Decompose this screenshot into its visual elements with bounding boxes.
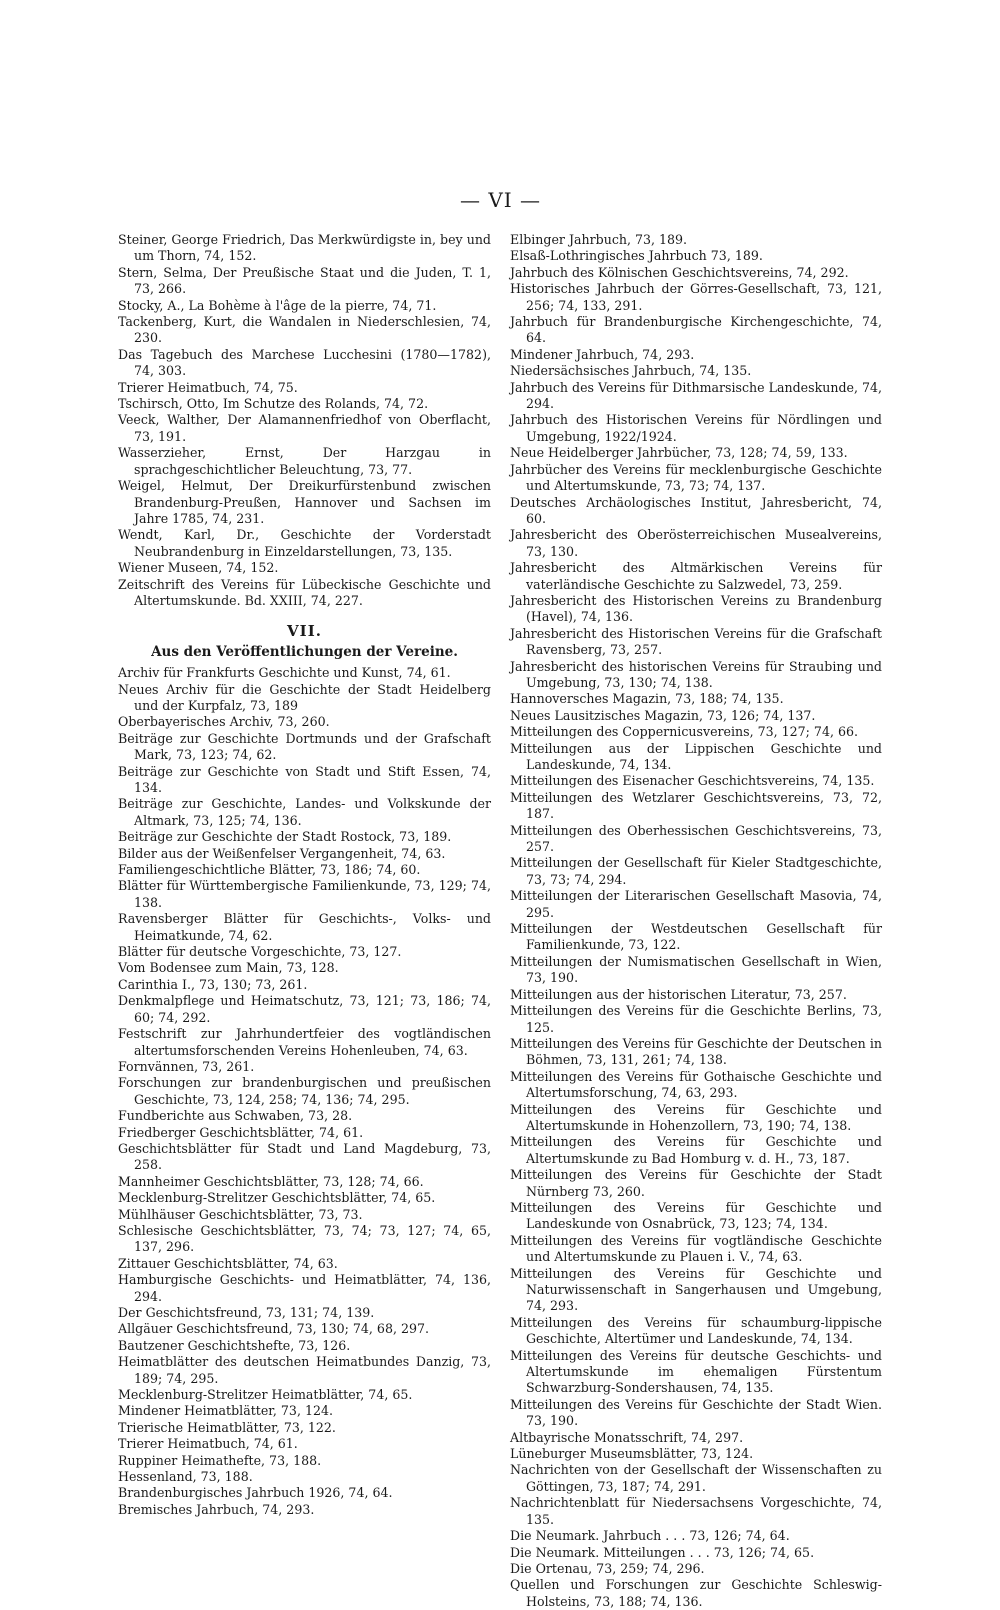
left-column [118, 232, 491, 1518]
index-entry: Beiträge zur Geschichte von Stadt und Stift Essen, 74, 134. [118, 763, 491, 795]
left-entries-section [118, 665, 491, 1518]
index-entry: Mitteilungen des Vereins für Geschichte der Stadt Nürnberg 73, 260. [510, 1167, 882, 1199]
index-entry: Steiner, George Friedrich, Das Merkwürdigste in, bey und um Thorn, 74, 152. [118, 232, 491, 264]
index-entry: Beiträge zur Geschichte der Stadt Rostock, 73, 189. [118, 829, 452, 845]
index-entry: Geschichtsblätter für Stadt und Land Magdeburg, 73, 258. [118, 1140, 491, 1173]
index-entry: Jahresbericht des Historischen Vereins zu Brandenburg (Havel), 74, 136. [510, 592, 882, 625]
index-entry: Mitteilungen aus der Lippischen Geschichte und Landeskunde, 74, 134. [510, 740, 882, 772]
index-entry: Jahresbericht des historischen Vereins für Straubing und Umgebung, 73, 130; 74, 138. [510, 658, 882, 690]
index-entry: Mitteilungen aus der historischen Literatur, 73, 257. [510, 986, 847, 1002]
index-entry: Mitteilungen des Vereins für Geschichte und Altertumskunde in Hohenzollern, 73, 190; 74, 138. [510, 1101, 882, 1133]
index-entry: Forschungen zur brandenburgischen und preußischen Geschichte, 73, 124, 258; 74, 136; 74, 295. [118, 1075, 491, 1107]
index-entry: Nachrichten von der Gesellschaft der Wissenschaften zu Göttingen, 73, 187; 74, 291. [510, 1462, 882, 1494]
index-entry: Neue Heidelberger Jahrbücher, 73, 128; 74, 59, 133. [510, 445, 848, 461]
index-entry: Fornvännen, 73, 261. [118, 1058, 255, 1074]
index-entry: Altbayrische Monatsschrift, 74, 297. [510, 1429, 744, 1445]
index-entry: Oberbayerisches Archiv, 73, 260. [118, 714, 330, 730]
index-entry: Wasserzieher, Ernst, Der Harzgau in sprachgeschichtlicher Beleuchtung, 73, 77. [118, 445, 491, 477]
index-entry: Jahresbericht des Historischen Vereins für die Grafschaft Ravensberg, 73, 257. [510, 625, 882, 658]
index-entry: Historisches Jahrbuch der Görres-Gesellschaft, 73, 121, 256; 74, 133, 291. [510, 281, 882, 313]
index-entry: Fundberichte aus Schwaben, 73, 28. [118, 1108, 353, 1124]
index-entry: Mitteilungen des Vereins für Geschichte und Naturwissenschaft in Sangerhausen und Umgebung, 74, 293. [510, 1265, 882, 1314]
index-entry: Mitteilungen der Literarischen Gesellschaft Masovia, 74, 295. [510, 888, 882, 920]
index-entry: Stern, Selma, Der Preußische Staat und die Juden, T. 1, 73, 266. [118, 264, 491, 297]
index-entry: Wendt, Karl, Dr., Geschichte der Vorderstadt Neubrandenburg in Einzeldarstellungen, 73, 135. [118, 527, 491, 559]
index-entry: Mitteilungen des Vereins für Geschichte und Landeskunde von Osnabrück, 73, 123; 74, 134. [510, 1199, 882, 1232]
index-entry: Hannoversches Magazin, 73, 188; 74, 135. [510, 691, 784, 707]
index-entry: Ravensberger Blätter für Geschichts-, Volks- und Heimatkunde, 74, 62. [118, 911, 491, 943]
index-entry: Die Neumark. Jahrbuch . . . 73, 126; 74, 64. [510, 1528, 790, 1544]
index-entry: Lüneburger Museumsblätter, 73, 124. [510, 1446, 754, 1462]
index-entry: Mitteilungen der Numismatischen Gesellschaft in Wien, 73, 190. [510, 953, 882, 986]
index-entry: Die Ortenau, 73, 259; 74, 296. [510, 1560, 705, 1576]
index-entry: Bremisches Jahrbuch, 74, 293. [118, 1501, 315, 1517]
index-entry: Elbinger Jahrbuch, 73, 189. [510, 232, 688, 247]
index-entry: Mindener Heimatblätter, 73, 124. [118, 1403, 333, 1419]
index-entry: Friedberger Geschichtsblätter, 74, 61. [118, 1124, 364, 1140]
index-entry: Niedersächsisches Jahrbuch, 74, 135. [510, 363, 752, 379]
left-entries-top [118, 232, 491, 609]
index-entry: Jahresbericht des Altmärkischen Vereins für vaterländische Geschichte zu Salzwedel, 73, 259. [510, 560, 882, 592]
index-entry: Brandenburgisches Jahrbuch 1926, 74, 64. [118, 1485, 393, 1501]
index-entry: Blätter für deutsche Vorgeschichte, 73, 127. [118, 944, 402, 960]
index-entry: Zeitschrift des Vereins für Lübeckische Geschichte und Altertumskunde. Bd. XXIII, 74, 227. [118, 576, 491, 608]
index-entry: Deutsches Archäologisches Institut, Jahresbericht, 74, 60. [510, 494, 882, 526]
index-entry: Beiträge zur Geschichte Dortmunds und der Grafschaft Mark, 73, 123; 74, 62. [118, 730, 491, 763]
index-entry: Tackenberg, Kurt, die Wandalen in Niederschlesien, 74, 230. [118, 314, 491, 346]
section-numeral: VII. [287, 622, 322, 641]
index-entry: Stocky, A., La Bohème à l'âge de la pierre, 74, 71. [118, 297, 437, 313]
index-entry: Mitteilungen des Coppernicusvereins, 73, 127; 74, 66. [510, 724, 858, 740]
index-entry: Mannheimer Geschichtsblätter, 73, 128; 74, 66. [118, 1173, 424, 1189]
index-entry: Hamburgische Geschichts- und Heimatblätter, 74, 136, 294. [118, 1272, 491, 1304]
index-entry: Elsaß-Lothringisches Jahrbuch 73, 189. [510, 248, 763, 264]
index-entry: Mitteilungen der Gesellschaft für Kieler Stadtgeschichte, 73, 73; 74, 294. [510, 855, 882, 887]
index-entry: Hessenland, 73, 188. [118, 1469, 253, 1485]
index-entry: Mindener Jahrbuch, 74, 293. [510, 346, 695, 362]
right-entries [510, 232, 882, 1610]
index-entry: Trierische Heimatblätter, 73, 122. [118, 1419, 336, 1435]
index-entry: Die Neumark. Mitteilungen . . . 73, 126; 74, 65. [510, 1544, 815, 1560]
page-number: — VI — [460, 188, 542, 212]
index-entry: Tschirsch, Otto, Im Schutze des Rolands, 74, 72. [118, 396, 429, 412]
index-entry: Schlesische Geschichtsblätter, 73, 74; 73, 127; 74, 65, 137, 296. [118, 1222, 491, 1255]
index-entry: Das Tagebuch des Marchese Lucchesini (1780—1782), 74, 303. [118, 346, 491, 379]
index-entry: Neues Lausitzisches Magazin, 73, 126; 74, 137. [510, 707, 816, 723]
index-entry: Weigel, Helmut, Der Dreikurfürstenbund zwischen Brandenburg-Preußen, Hannover und Sachsen im Jahre 1785, 74, 231. [118, 478, 491, 526]
index-entry: Archiv für Frankfurts Geschichte und Kunst, 74, 61. [118, 665, 451, 681]
index-entry: Trierer Heimatbuch, 74, 75. [118, 379, 298, 395]
index-entry: Mühlhäuser Geschichtsblätter, 73, 73. [118, 1206, 363, 1222]
index-entry: Jahrbücher des Vereins für mecklenburgische Geschichte und Altertumskunde, 73, 73; 74, 137. [510, 461, 882, 494]
index-entry: Mitteilungen des Vereins für Geschichte und Altertumskunde zu Bad Homburg v. d. H., 73, 187. [510, 1134, 882, 1166]
index-entry: Nachrichtenblatt für Niedersachsens Vorgeschichte, 74, 135. [510, 1495, 882, 1527]
index-entry: Jahrbuch für Brandenburgische Kirchengeschichte, 74, 64. [510, 314, 882, 346]
index-entry: Jahrbuch des Kölnischen Geschichtsvereins, 74, 292. [510, 264, 849, 280]
index-entry: Mitteilungen des Wetzlarer Geschichtsvereins, 73, 72, 187. [510, 789, 882, 822]
index-entry: Mitteilungen des Vereins für die Geschichte Berlins, 73, 125. [510, 1003, 882, 1035]
index-entry: Mitteilungen des Vereins für Gothaische Geschichte und Altertumsforschung, 74, 63, 293. [510, 1068, 882, 1101]
index-entry: Trierer Heimatbuch, 74, 61. [118, 1436, 298, 1452]
index-entry: Mitteilungen des Vereins für Geschichte der Deutschen in Böhmen, 73, 131, 261; 74, 138. [510, 1035, 882, 1068]
index-entry: Heimatblätter des deutschen Heimatbundes Danzig, 73, 189; 74, 295. [118, 1354, 491, 1386]
section-heading: Aus den Veröffentlichungen der Vereine. [151, 643, 458, 660]
index-entry: Zittauer Geschichtsblätter, 74, 63. [118, 1255, 338, 1271]
index-entry: Mitteilungen des Vereins für deutsche Geschichts- und Altertumskunde im ehemaligen Fürstentum Schwarzburg-Sondershausen, 74, 135. [510, 1347, 882, 1396]
index-entry: Mitteilungen des Vereins für Geschichte der Stadt Wien. 73, 190. [510, 1396, 882, 1429]
index-entry: Mitteilungen des Vereins für vogtländische Geschichte und Altertumskunde zu Plauen i. V., 74, 63. [510, 1232, 882, 1265]
index-entry: Neues Archiv für die Geschichte der Stadt Heidelberg und der Kurpfalz, 73, 189 [118, 681, 491, 713]
index-entry: Ruppiner Heimathefte, 73, 188. [118, 1452, 322, 1468]
index-entry: Bilder aus der Weißenfelser Vergangenheit, 74, 63. [118, 845, 446, 861]
index-entry: Der Geschichtsfreund, 73, 131; 74, 139. [118, 1305, 375, 1320]
index-entry: Mecklenburg-Strelitzer Heimatblätter, 74, 65. [118, 1387, 413, 1403]
right-column [510, 232, 882, 1610]
index-entry: Festschrift zur Jahrhundertfeier des vogtländischen altertumsforschenden Vereins Hohenleuben, 74, 63. [118, 1026, 491, 1058]
index-entry: Mitteilungen des Oberhessischen Geschichtsvereins, 73, 257. [510, 822, 882, 855]
index-entry: Vom Bodensee zum Main, 73, 128. [118, 960, 339, 976]
index-entry: Familiengeschichtliche Blätter, 73, 186; 74, 60. [118, 862, 421, 878]
index-entry: Beiträge zur Geschichte, Landes- und Volkskunde der Altmark, 73, 125; 74, 136. [118, 796, 491, 828]
index-entry: Jahresbericht des Oberösterreichischen Musealvereins, 73, 130. [510, 527, 882, 559]
index-entry: Wiener Museen, 74, 152. [118, 560, 279, 576]
index-entry: Allgäuer Geschichtsfreund, 73, 130; 74, 68, 297. [118, 1321, 430, 1337]
index-entry: Denkmalpflege und Heimatschutz, 73, 121; 73, 186; 74, 60; 74, 292. [118, 993, 491, 1025]
index-entry: Jahrbuch des Historischen Vereins für Nördlingen und Umgebung, 1922/1924. [510, 412, 882, 444]
index-entry: Mitteilungen des Vereins für schaumburg-lippische Geschichte, Altertümer und Landeskunde, 74, 134. [510, 1314, 882, 1347]
index-entry: Veeck, Walther, Der Alamannenfriedhof von Oberflacht, 73, 191. [118, 412, 491, 444]
index-entry: Mitteilungen der Westdeutschen Gesellschaft für Familienkunde, 73, 122. [510, 921, 882, 953]
index-entry: Jahrbuch des Vereins für Dithmarsische Landeskunde, 74, 294. [510, 379, 882, 412]
index-entry: Quellen und Forschungen zur Geschichte Schleswig-Holsteins, 73, 188; 74, 136. [510, 1577, 882, 1609]
index-entry: Mitteilungen des Eisenacher Geschichtsvereins, 74, 135. [510, 773, 875, 789]
index-entry: Blätter für Württembergische Familienkunde, 73, 129; 74, 138. [118, 878, 491, 910]
index-entry: Carinthia I., 73, 130; 73, 261. [118, 976, 308, 992]
index-entry: Bautzener Geschichtshefte, 73, 126. [118, 1337, 351, 1353]
index-entry: Mecklenburg-Strelitzer Geschichtsblätter, 74, 65. [118, 1190, 436, 1206]
